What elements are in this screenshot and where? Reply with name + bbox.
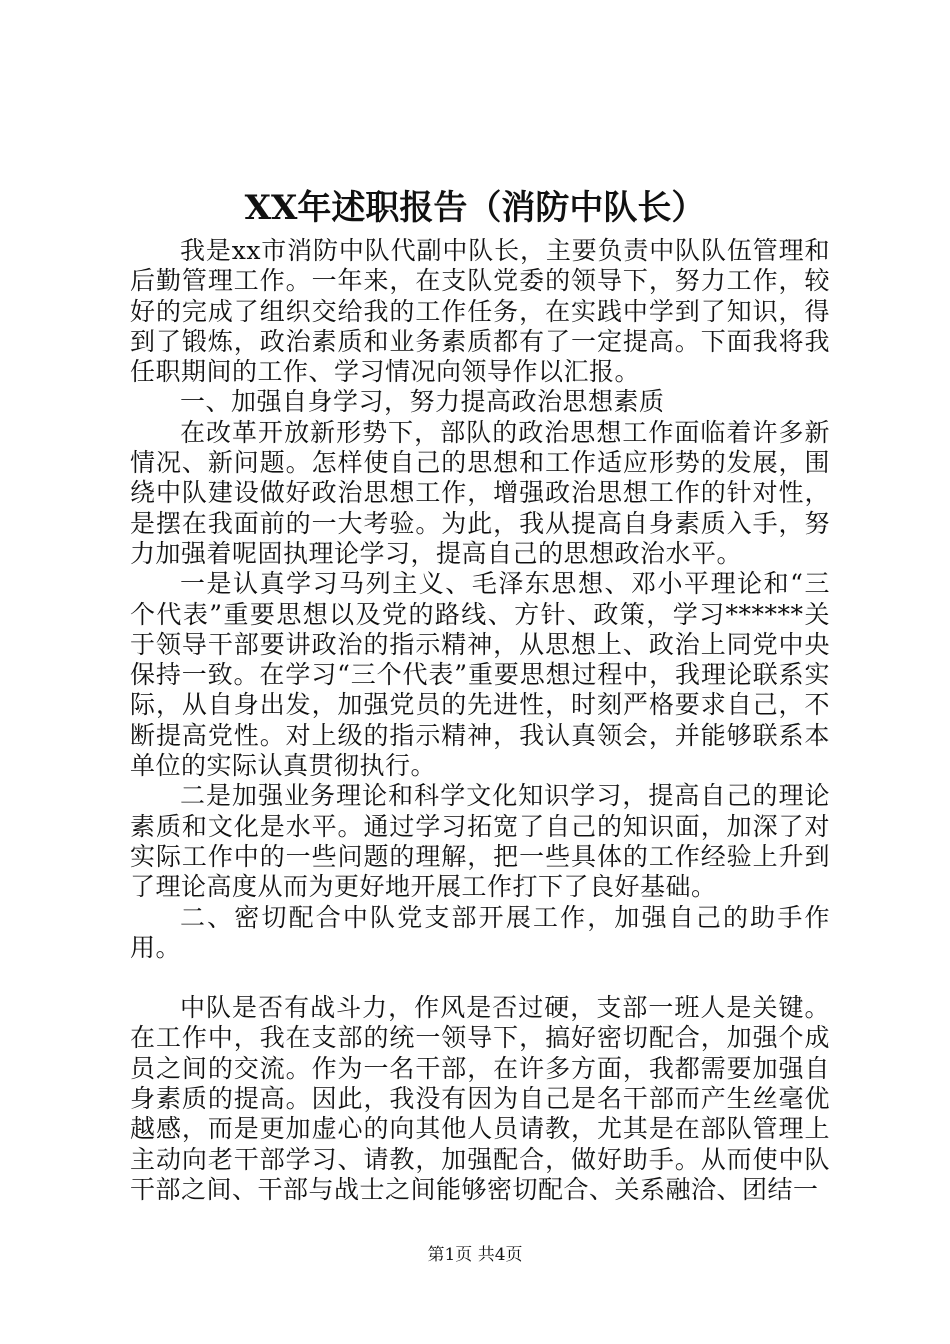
paragraph-point-1: 一是认真学习马列主义、毛泽东思想、邓小平理论和“三个代表”重要思想以及党的路线、方针、政策，学习******关于领导干部要讲政治的指示精神，从思想上、政治上同党中央保持一致。在学习“三个代表”重要思想过程中，我理论联系实际，从自身出发，加强党员的先进性，时刻严格要求自己，不断提高党性。对上级的指示精神，我认真领会，并能够联系本单位的实际认真贯彻执行。 — [130, 569, 830, 781]
section-heading-1: 一、加强自身学习，努力提高政治思想素质 — [180, 387, 665, 417]
paragraph-section-2: 中队是否有战斗力，作风是否过硬，支部一班人是关键。在工作中，我在支部的统一领导下，搞好密切配合，加强个成员之间的交流。作为一名干部，在许多方面，我都需要加强自身素质的提高。因此，我没有因为自己是名干部而产生丝毫优越感，而是更加虚心的向其他人员请教，尤其是在部队管理上主动向老干部学习、请教，加强配合，做好助手。从而使中队干部之间、干部与战士之间能够密切配合、关系融洽、团结一 — [130, 993, 830, 1204]
paragraph-intro: 我是xx市消防中队代副中队长，主要负责中队队伍管理和后勤管理工作。一年来，在支队党委的领导下，努力工作，较好的完成了组织交给我的工作任务，在实践中学到了知识，得到了锻炼，政治素质和业务素质都有了一定提高。下面我将我任职期间的工作、学习情况向领导作以汇报。 — [130, 236, 830, 387]
paragraph-point-2: 二是加强业务理论和科学文化知识学习，提高自己的理论素质和文化是水平。通过学习拓宽了自己的知识面，加深了对实际工作中的一些问题的理解，把一些具体的工作经验上升到了理论高度从而为更好地开展工作打下了良好基础。 — [130, 781, 830, 902]
document-title: XX年述职报告（消防中队长） — [244, 188, 706, 228]
paragraph-section-1: 在改革开放新形势下，部队的政治思想工作面临着许多新情况、新问题。怎样使自己的思想和工作适应形势的发展，围绕中队建设做好政治思想工作，增强政治思想工作的针对性，是摆在我面前的一大考验。为此，我从提高自身素质入手，努力加强着呢固执理论学习，提高自己的思想政治水平。 — [130, 417, 830, 568]
document-body — [130, 236, 830, 1205]
section-heading-2: 二、密切配合中队党支部开展工作，加强自己的助手作用。 — [130, 902, 830, 962]
page-footer: 第1页 共4页 — [427, 1245, 523, 1265]
